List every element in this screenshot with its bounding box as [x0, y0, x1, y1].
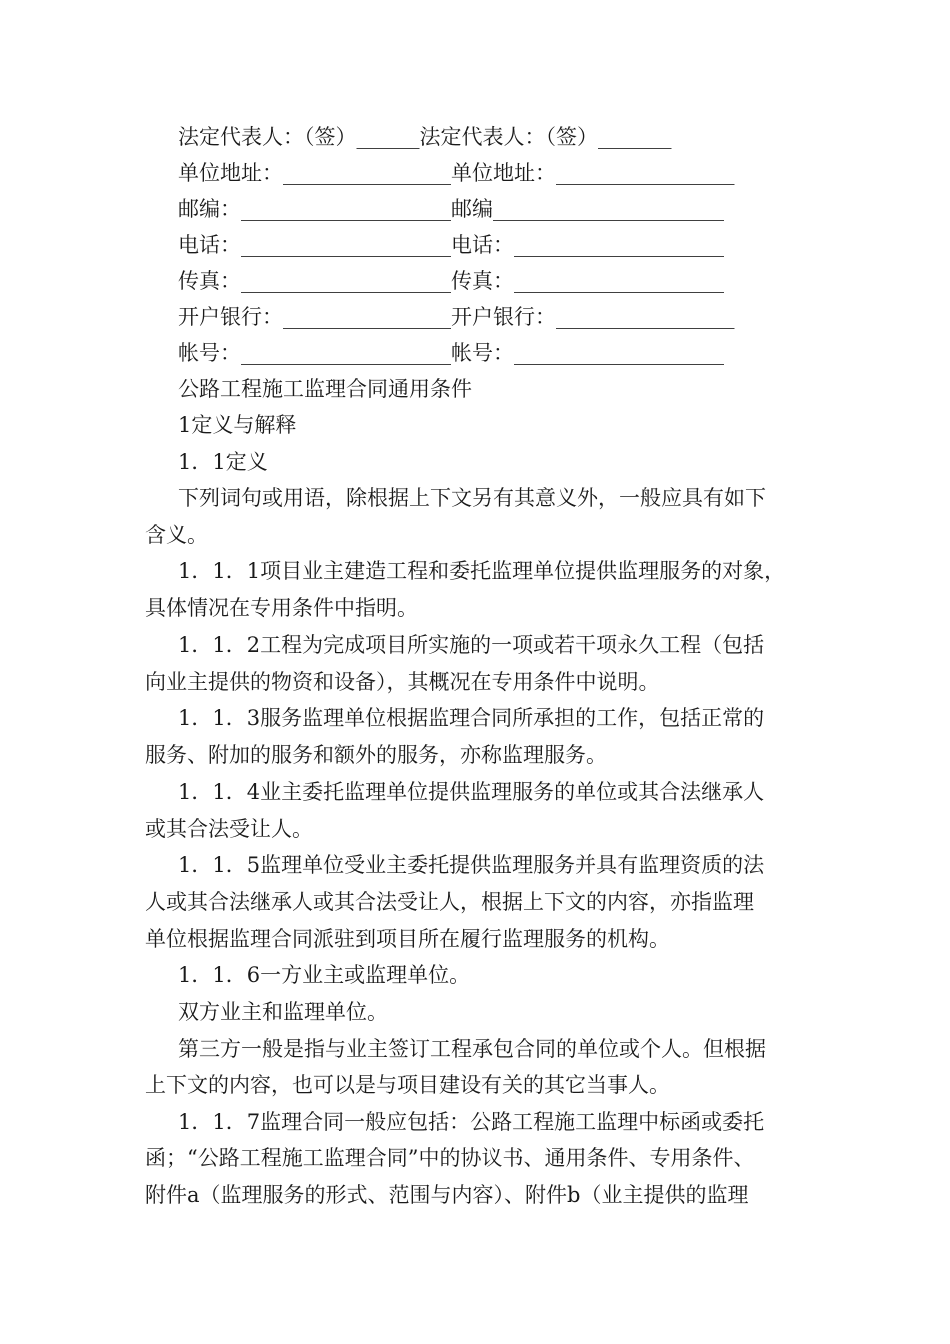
paragraph-line: 附件a（监理服务的形式、范围与内容）、附件b（业主提供的监理 [145, 1183, 749, 1207]
subheading: 1．1定义 [178, 450, 268, 474]
paragraph-line: 或其合法受让人。 [145, 817, 313, 841]
paragraph-line: 第三方一般是指与业主签订工程承包合同的单位或个人。但根据 [178, 1037, 766, 1061]
paragraph-line: 1．1．3服务监理单位根据监理合同所承担的工作，包括正常的 [178, 706, 765, 730]
paragraph-line: 1．1．7监理合同一般应包括：公路工程施工监理中标函或委托 [178, 1110, 765, 1134]
paragraph-line: 下列词句或用语，除根据上下文另有其意义外，一般应具有如下 [178, 486, 766, 510]
paragraph-line: 向业主提供的物资和设备），其概况在专用条件中说明。 [145, 670, 660, 694]
section-title: 公路工程施工监理合同通用条件 [178, 377, 472, 401]
signature-line-fax: 传真：____________________传真：____________________ [178, 269, 724, 293]
chapter-heading: 1定义与解释 [178, 413, 297, 437]
signature-line-postcode: 邮编：____________________邮编______________________ [178, 197, 724, 221]
paragraph-line: 服务、附加的服务和额外的服务，亦称监理服务。 [145, 743, 607, 767]
signature-line-bank: 开户银行：________________开户银行：_________________ [178, 305, 735, 329]
paragraph-line: 含义。 [145, 523, 208, 547]
paragraph-line: 1．1．6一方业主或监理单位。 [178, 963, 471, 987]
paragraph-line: 1．1．2工程为完成项目所实施的一项或若干项永久工程（包括 [178, 633, 765, 657]
paragraph-line: 1．1．1项目业主建造工程和委托监理单位提供监理服务的对象， [178, 559, 786, 583]
paragraph-line: 具体情况在专用条件中指明。 [145, 596, 418, 620]
signature-line-account: 帐号：____________________帐号：____________________ [178, 341, 724, 365]
signature-line-phone: 电话：____________________电话：____________________ [178, 233, 724, 257]
paragraph-line: 1．1．4业主委托监理单位提供监理服务的单位或其合法继承人 [178, 780, 765, 804]
paragraph-line: 上下文的内容，也可以是与项目建设有关的其它当事人。 [145, 1073, 670, 1097]
paragraph-line: 人或其合法继承人或其合法受让人，根据上下文的内容，亦指监理 [145, 890, 754, 914]
signature-line-legal-rep: 法定代表人：（签）______法定代表人：（签）_______ [178, 125, 672, 149]
paragraph-line: 单位根据监理合同派驻到项目所在履行监理服务的机构。 [145, 927, 670, 951]
paragraph-line: 1．1．5监理单位受业主委托提供监理服务并具有监理资质的法 [178, 853, 765, 877]
paragraph-line: 双方业主和监理单位。 [178, 1000, 388, 1024]
signature-line-address: 单位地址：________________单位地址：_________________ [178, 161, 735, 185]
paragraph-line: 函；“公路工程施工监理合同”中的协议书、通用条件、专用条件、 [145, 1146, 755, 1170]
